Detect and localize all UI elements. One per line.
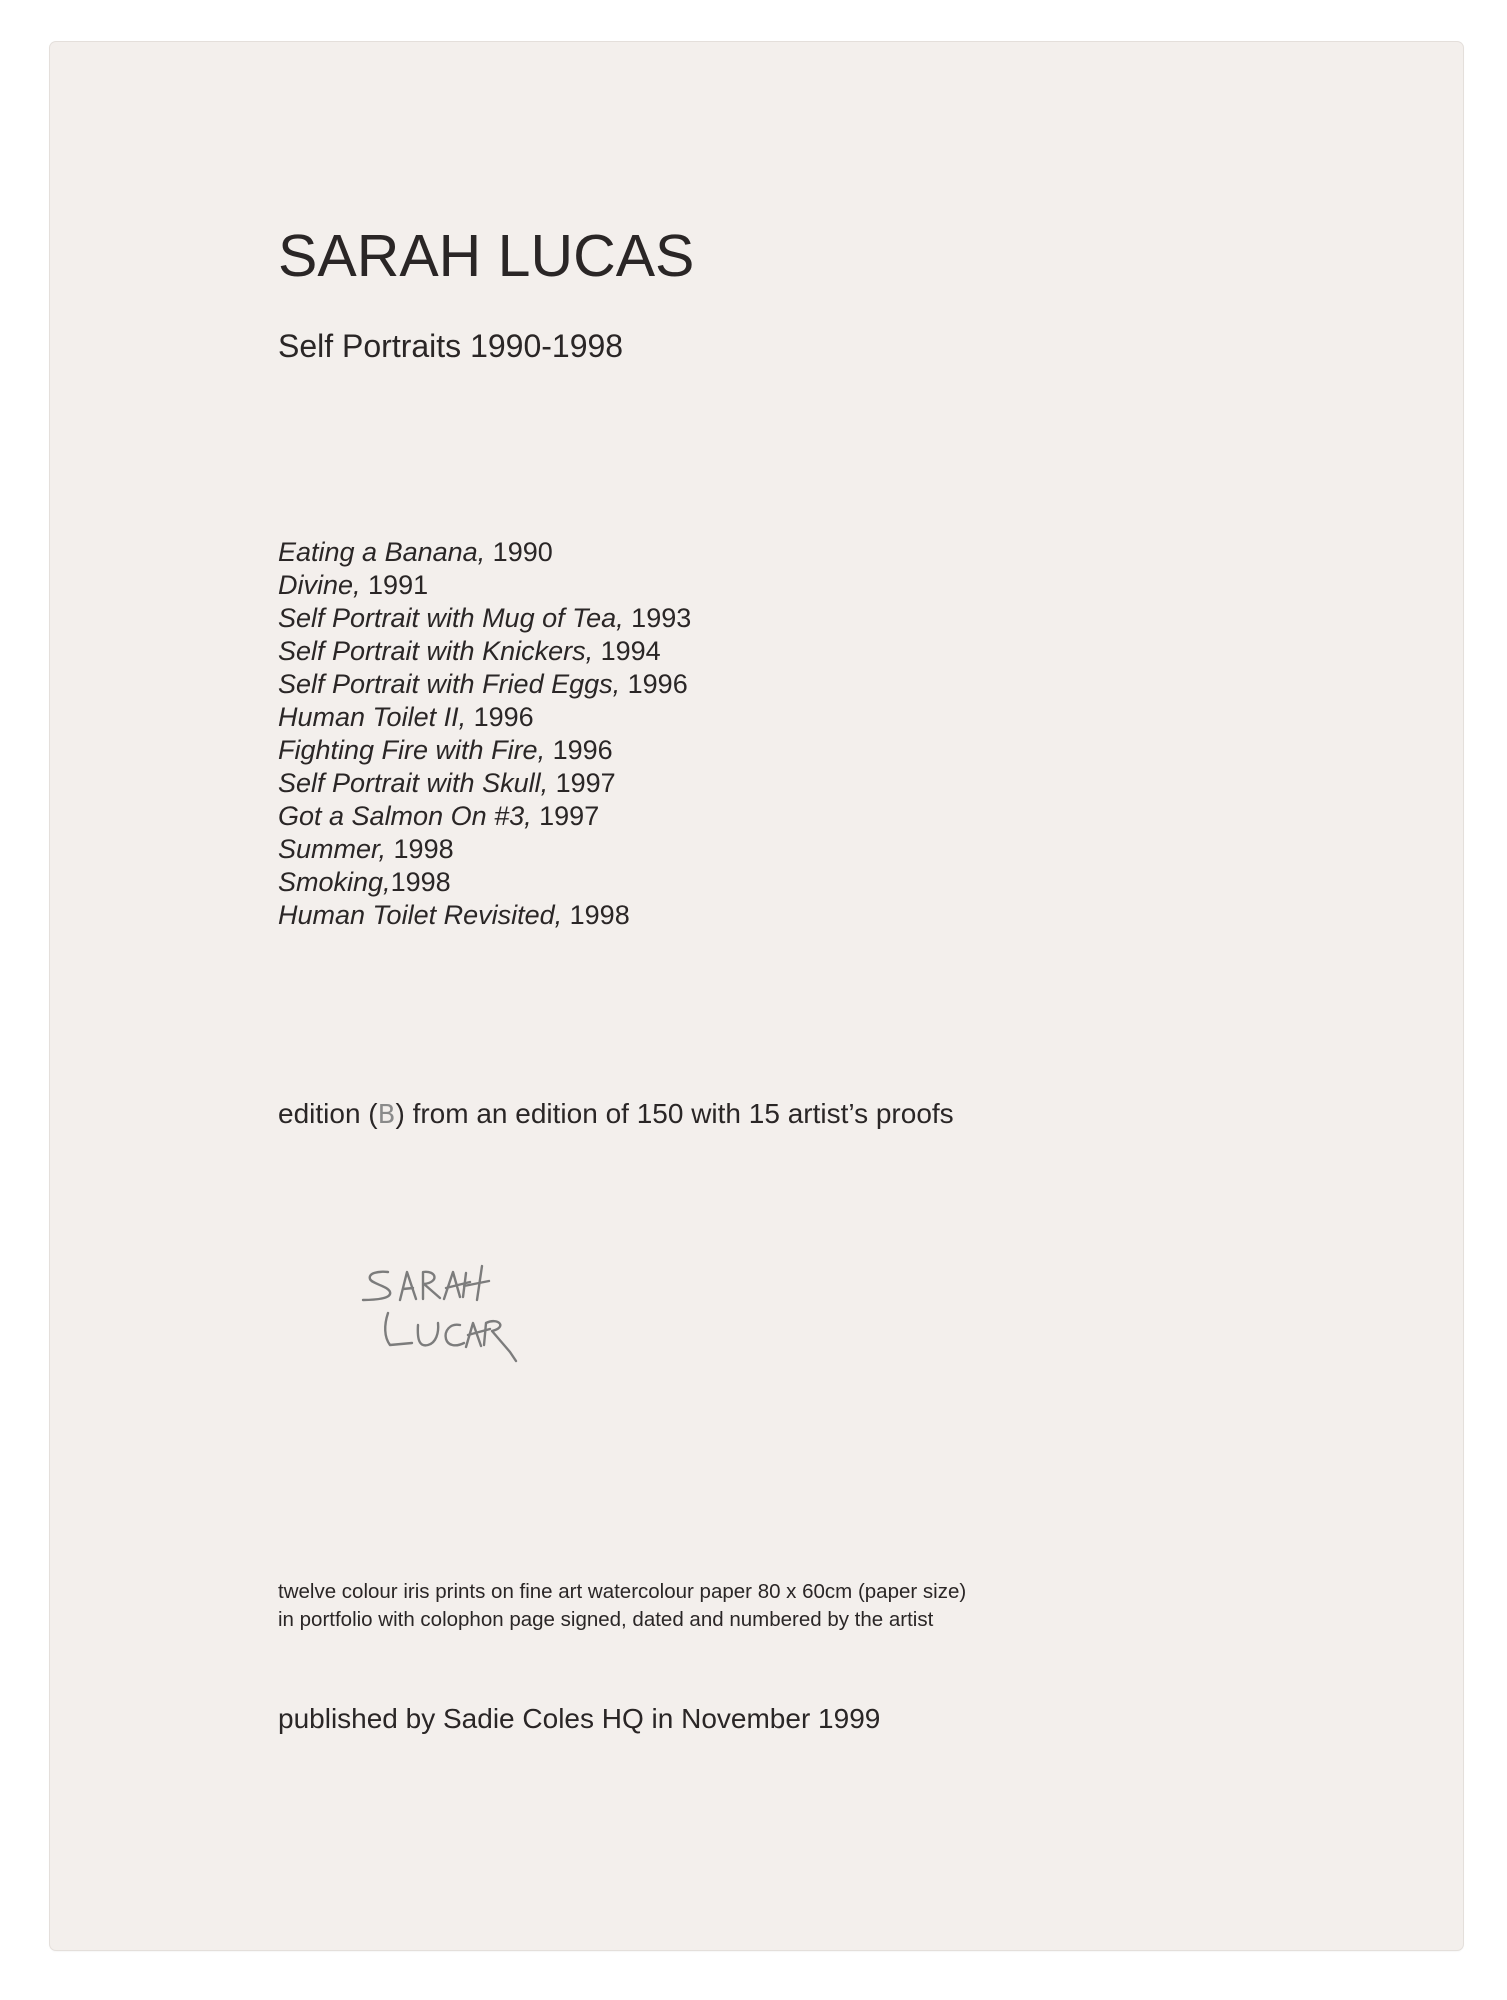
work-year: 1998 [390, 867, 451, 897]
work-year: 1993 [623, 603, 692, 633]
print-specifications [278, 1578, 966, 1634]
series-title: Self Portraits 1990-1998 [278, 328, 624, 364]
works-list [278, 536, 691, 932]
work-title: Divine, [278, 570, 361, 600]
handwritten-edition-number: B [377, 1100, 396, 1130]
list-item [278, 569, 691, 602]
work-title: Eating a Banana, [278, 537, 486, 567]
work-title: Self Portrait with Knickers, [278, 636, 594, 666]
work-title: Fighting Fire with Fire, [278, 735, 546, 765]
work-year: 1994 [593, 636, 661, 666]
artist-signature [360, 1255, 580, 1370]
list-item [278, 668, 691, 701]
edition-statement [278, 1100, 954, 1128]
work-title: Got a Salmon On #3, [278, 801, 532, 831]
work-title: Summer, [278, 834, 387, 864]
work-year: 1991 [360, 570, 429, 600]
work-title: Human Toilet II, [278, 702, 467, 732]
work-year: 1996 [545, 735, 613, 765]
list-item [278, 800, 691, 833]
list-item [278, 536, 691, 569]
list-item [278, 866, 691, 899]
work-year: 1997 [531, 801, 600, 831]
work-year: 1996 [620, 669, 688, 699]
work-title: Smoking, [278, 867, 391, 897]
work-year: 1996 [466, 702, 534, 732]
colophon-page [50, 42, 1463, 1950]
work-year: 1998 [386, 834, 454, 864]
edition-suffix: ) from an edition of 150 with 15 artist’s proofs [395, 1098, 954, 1129]
work-year: 1998 [562, 900, 630, 930]
list-item [278, 701, 691, 734]
list-item [278, 602, 691, 635]
work-year: 1990 [485, 537, 553, 567]
list-item [278, 767, 691, 800]
list-item [278, 734, 691, 767]
work-title: Self Portrait with Mug of Tea, [278, 603, 624, 633]
work-title: Self Portrait with Fried Eggs, [278, 669, 621, 699]
list-item [278, 833, 691, 866]
edition-prefix: edition ( [278, 1098, 378, 1129]
specification-line: in portfolio with colophon page signed, dated and numbered by the artist [278, 1608, 934, 1631]
artist-name-heading: SARAH LUCAS [278, 223, 695, 289]
specification-line: twelve colour iris prints on fine art watercolour paper 80 x 60cm (paper size) [278, 1580, 967, 1603]
work-title: Human Toilet Revisited, [278, 900, 563, 930]
publisher-statement: published by Sadie Coles HQ in November 1999 [278, 1703, 881, 1734]
work-year: 1997 [548, 768, 616, 798]
work-title: Self Portrait with Skull, [278, 768, 549, 798]
list-item [278, 899, 691, 932]
list-item [278, 635, 691, 668]
